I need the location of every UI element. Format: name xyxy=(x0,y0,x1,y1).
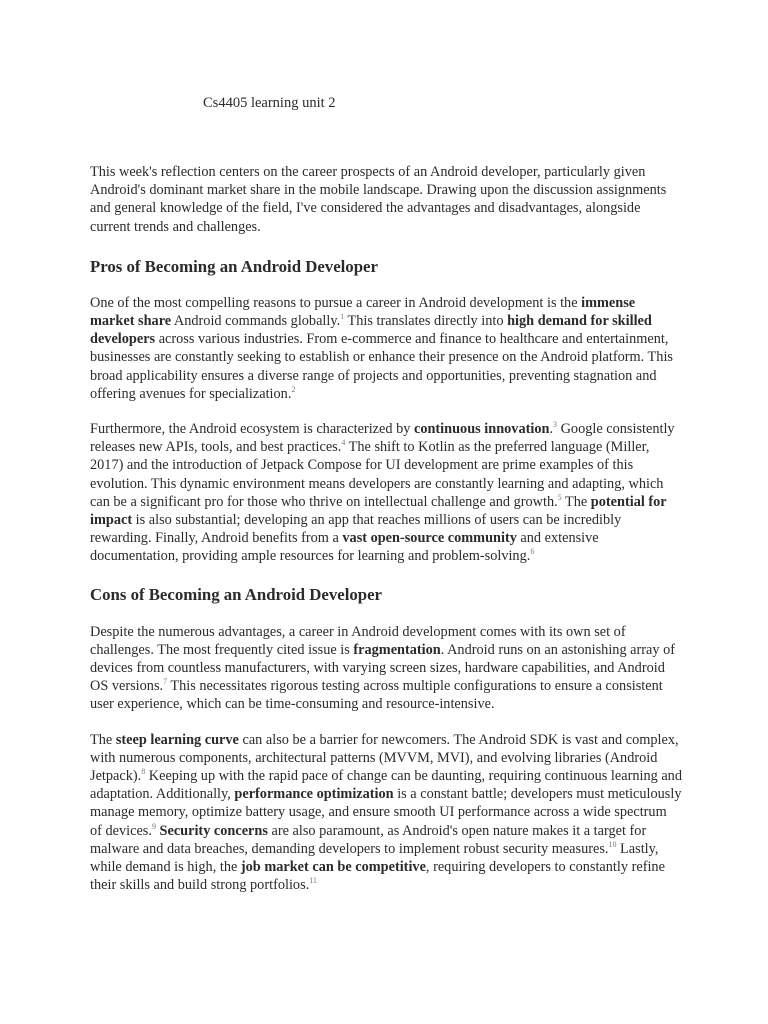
text-run: The xyxy=(561,493,591,510)
text-run: The xyxy=(90,731,116,748)
text-run: Android commands globally. xyxy=(171,313,341,330)
text-run: can also be a barrier for newcomers. The Android SDK is vast and complex, with numerous components, architectural patterns (MVVM, MVI), and evolving libraries (Android Jetpack). xyxy=(90,731,679,785)
bold-phrase: vast open-source community xyxy=(342,530,517,547)
footnote-ref[interactable]: 2 xyxy=(291,385,296,395)
bold-phrase: Security concerns xyxy=(159,822,268,839)
footnote-ref[interactable]: 6 xyxy=(530,547,535,557)
text-run: Keeping up with the rapid pace of change can be daunting, requiring continuous learning and adaptation. Additionally, xyxy=(90,768,682,803)
text-run: . xyxy=(549,421,554,438)
cons-heading: Cons of Becoming an Android Developer xyxy=(90,584,382,604)
document-page xyxy=(90,94,682,895)
bold-phrase: immense market share xyxy=(90,294,636,330)
bold-phrase: steep learning curve xyxy=(115,731,239,748)
bold-phrase: continuous innovation xyxy=(413,421,550,438)
text-run: Lastly, while demand is high, the xyxy=(90,840,659,876)
text-run: Despite the numerous advantages, a career in Android development comes with its own set of challenges. The most frequently cited issue is xyxy=(90,623,626,658)
pros-paragraph-1 xyxy=(90,294,682,403)
footnote-ref[interactable]: 5 xyxy=(557,493,562,503)
footnote-ref[interactable]: 1 xyxy=(340,312,345,322)
footnote-ref[interactable]: 3 xyxy=(553,420,558,430)
bold-phrase: fragmentation xyxy=(353,641,441,658)
text-run: The shift to Kotlin as the preferred language (Miller, 2017) and the introduction of Jetpack Compose for UI development are prime examples of this evolution. This dynamic environment means developers are constantly learning and adapting, which can be a significant pro for those who thrive on intellectual challenge and growth. xyxy=(90,439,664,510)
text-run: are also paramount, as Android's open nature makes it a target for malware and data breaches, demanding developers to implement robust security measures. xyxy=(90,822,647,857)
text-run: This necessitates rigorous testing across multiple configurations to ensure a consistent user experience, which can be time-consuming and resource-intensive. xyxy=(90,678,663,713)
footnote-ref[interactable]: 8 xyxy=(141,767,146,777)
text-run: Google consistently releases new APIs, tools, and best practices. xyxy=(90,421,675,456)
text-run: One of the most compelling reasons to pursue a career in Android development is the xyxy=(90,294,582,311)
text-run: is a constant battle; developers must meticulously manage memory, optimize battery usage, and ensure smooth UI performance across a wide spectrum of devices. xyxy=(90,786,682,839)
document-title: Cs4405 learning unit 2 xyxy=(203,95,336,111)
footnote-ref[interactable]: 10 xyxy=(608,840,617,850)
bold-phrase: potential for impact xyxy=(90,493,667,529)
footnote-ref[interactable]: 4 xyxy=(341,438,346,448)
pros-heading: Pros of Becoming an Android Developer xyxy=(90,256,378,276)
bold-phrase: job market can be competitive xyxy=(240,859,426,876)
pros-paragraph-2 xyxy=(90,420,682,566)
text-run: and extensive documentation, providing ample resources for learning and problem-solving. xyxy=(90,530,599,565)
text-run: is also substantial; developing an app that reaches millions of users can be incredibly rewarding. Finally, Android benefits from a xyxy=(90,512,622,547)
footnote-ref[interactable]: 7 xyxy=(163,677,168,687)
text-run: This translates directly into xyxy=(344,313,508,330)
bold-phrase: high demand for skilled developers xyxy=(90,313,652,348)
intro-paragraph: This week's reflection centers on the career prospects of an Android developer, particularly given Android's dominant market share in the mobile landscape. Drawing upon the discussion assignments and general knowledge of the field, I've considered the advantages and disadvantages, alongside current trends and challenges. xyxy=(90,164,667,235)
cons-paragraph-1 xyxy=(90,623,682,714)
text-run: across various industries. From e-commerce and finance to healthcare and entertainment, businesses are constantly seeking to establish or enhance their presence on the Android platform. This broad applicability ensures a diverse range of projects and opportunities, preventing stagnation and offering avenues for specialization. xyxy=(90,331,673,402)
cons-paragraph-2 xyxy=(90,731,682,895)
text-run: , requiring developers to constantly refine their skills and build strong portfolios. xyxy=(90,859,665,894)
bold-phrase: performance optimization xyxy=(234,786,394,803)
footnote-ref[interactable]: 11 xyxy=(309,876,317,886)
text-run: . Android runs on an astonishing array of devices from countless manufacturers, with varying screen sizes, hardware capabilities, and Android OS versions. xyxy=(90,641,676,695)
text-run: Furthermore, the Android ecosystem is characterized by xyxy=(90,421,414,438)
footnote-ref[interactable]: 9 xyxy=(151,821,156,831)
